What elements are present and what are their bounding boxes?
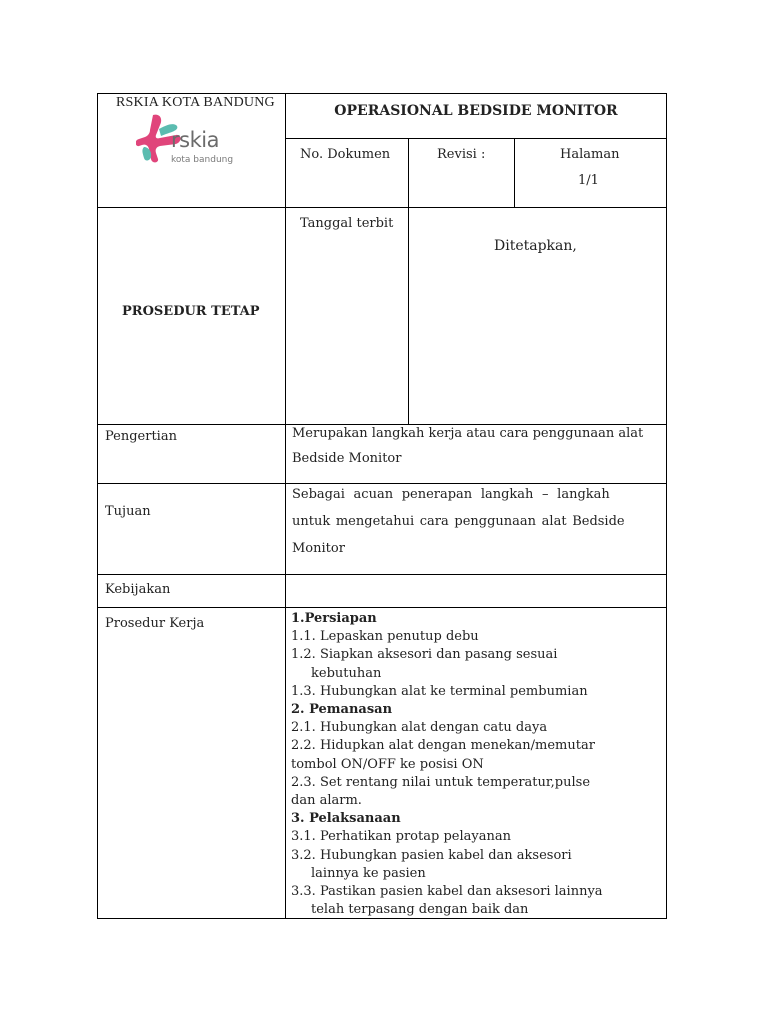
- section-heading: 1.Persiapan: [291, 611, 377, 626]
- revision-label: Revisi :: [437, 147, 486, 162]
- step-item: 1.3. Hubungkan alat ke terminal pembumian: [291, 683, 588, 699]
- step-item-continuation: tombol ON/OFF ke posisi ON: [291, 756, 484, 772]
- logo-subtext: kota bandung: [171, 155, 234, 165]
- step-item: 3.2. Hubungkan pasien kabel dan aksesori: [291, 847, 572, 863]
- table-divider: [285, 138, 667, 139]
- pengertian-label: Pengertian: [105, 429, 177, 444]
- table-border-right: [666, 93, 667, 919]
- approved-label: Ditetapkan,: [494, 238, 577, 254]
- kebijakan-label: Kebijakan: [105, 582, 171, 597]
- tujuan-line: untuk mengetahui cara penggunaan alat Bedside: [292, 514, 625, 529]
- hospital-logo: [136, 113, 236, 171]
- procedure-steps-list: [291, 610, 663, 919]
- tujuan-label: Tujuan: [105, 504, 151, 519]
- step-item-continuation: telah terpasang dengan baik dan: [311, 902, 529, 918]
- step-item: 2.3. Set rentang nilai untuk temperatur,pulse: [291, 774, 591, 790]
- step-item-continuation: dan alarm.: [291, 793, 362, 809]
- pengertian-line: Bedside Monitor: [292, 451, 402, 466]
- step-item: 3.1. Perhatikan protap pelayanan: [291, 829, 511, 845]
- step-item: 1.2. Siapkan aksesori dan pasang sesuai: [291, 647, 558, 663]
- table-divider: [285, 93, 286, 919]
- step-item-continuation: lainnya ke pasien: [311, 865, 426, 881]
- table-divider: [97, 207, 667, 208]
- pengertian-line: Merupakan langkah kerja atau cara penggunaan alat: [292, 426, 644, 441]
- step-item: 2.1. Hubungkan alat dengan catu daya: [291, 720, 548, 736]
- step-item: 3.3. Pastikan pasien kabel dan aksesori lainnya: [291, 884, 603, 900]
- section-heading: 2. Pemanasan: [291, 702, 393, 718]
- section-heading: 3. Pelaksanaan: [291, 811, 401, 827]
- table-border-left: [97, 93, 98, 919]
- table-divider: [97, 607, 667, 608]
- tujuan-line: Sebagai acuan penerapan langkah – langkah: [292, 487, 610, 502]
- doc-number-label: No. Dokumen: [300, 147, 391, 162]
- issue-date-label: Tanggal terbit: [300, 216, 394, 231]
- tujuan-line: Monitor: [292, 541, 345, 556]
- table-divider: [514, 138, 515, 208]
- step-item-continuation: kebutuhan: [311, 665, 382, 681]
- table-divider: [408, 138, 409, 425]
- logo-wordmark: rskia: [171, 128, 219, 152]
- step-item: 1.1. Lepaskan penutup debu: [291, 629, 479, 645]
- hospital-name: RSKIA KOTA BANDUNG: [116, 95, 275, 110]
- step-item: 2.2. Hidupkan alat dengan menekan/memutar: [291, 738, 595, 754]
- table-divider: [97, 483, 667, 484]
- page-value: 1/1: [578, 173, 599, 188]
- prosedur-kerja-label: Prosedur Kerja: [105, 616, 205, 631]
- document-title: OPERASIONAL BEDSIDE MONITOR: [334, 103, 618, 119]
- page-label: Halaman: [560, 147, 620, 162]
- procedure-title: PROSEDUR TETAP: [122, 304, 260, 319]
- table-divider: [97, 574, 667, 575]
